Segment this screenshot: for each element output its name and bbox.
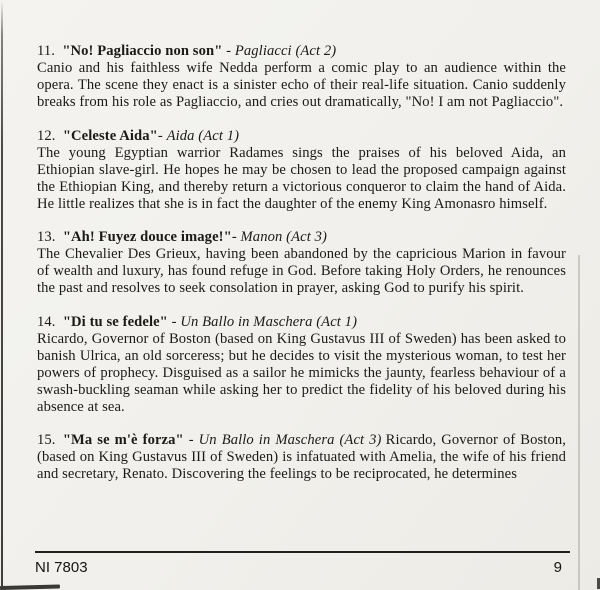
scan-edge-left	[1, 0, 3, 590]
entry-description-inline: Ricardo, Governor of Boston, (based on King Gustavus III of Sweden) is infatuated with Amelia, the wife of his friend and secretary, Renato. Discovering the feelings to be reciprocated, he determines	[37, 432, 566, 482]
entry-description: The Chevalier Des Grieux, having been abandoned by the capricious Marion in favour of wealth and luxury, has found refuge in God. Before taking Holy Orders, he renounces the past and resolves to seek consolation in prayer, asking God to purify his spirit.	[37, 246, 566, 296]
entry-description: Canio and his faithless wife Nedda perform a comic play to an audience within the opera. The scene they enact is a sinister echo of their real-life situation. Canio suddenly breaks from his role as Pagliaccio, and cries out dramatically, "No! I am not Pagliaccio".	[37, 60, 566, 110]
entry-separator: -	[157, 127, 167, 144]
footer-rule	[35, 551, 570, 553]
entry-separator: -	[183, 432, 199, 448]
scan-edge-right	[578, 255, 580, 590]
entry-heading	[37, 314, 566, 331]
liner-notes	[37, 43, 566, 483]
footer-row	[35, 559, 570, 576]
entry-separator: -	[222, 43, 235, 59]
entry-heading	[37, 128, 566, 145]
aria-entry	[37, 432, 566, 483]
entry-opera: Un Ballo in Maschera (Act 3)	[198, 432, 382, 448]
entry-number: 12.	[37, 127, 56, 144]
entry-number: 14.	[37, 313, 56, 330]
entry-title: "Ah! Fuyez douce image!"	[62, 229, 232, 245]
entry-title: "Di tu se fedele"	[62, 313, 168, 330]
catalog-number: NI 7803	[35, 559, 88, 576]
aria-entry	[37, 128, 566, 213]
entry-opera: Aida (Act 1)	[166, 127, 240, 144]
entry-number: 11.	[37, 43, 56, 59]
scan-shadow-bottom-left	[0, 584, 60, 590]
entry-title: "Ma se m'è forza"	[62, 432, 184, 448]
entry-description: The young Egyptian warrior Radames sings the praises of his beloved Aida, an Ethiopian slave-girl. He hopes he may be chosen to lead the proposed campaign against the Ethiopian King, and thereby return a victorious conqueror to claim the hand of Aida. He little realizes that she is in fact the daughter of the enemy King Amonasro himself.	[37, 144, 566, 212]
entry-number: 15.	[37, 432, 56, 448]
entry-opera: Un Ballo in Maschera (Act 1)	[180, 313, 358, 330]
entry-heading	[37, 43, 566, 60]
aria-entry	[37, 229, 566, 297]
page-number: 9	[553, 559, 562, 576]
entry-heading	[37, 432, 566, 483]
entry-heading	[37, 229, 566, 246]
entry-opera: Pagliacci (Act 2)	[234, 43, 337, 59]
aria-entry	[37, 314, 566, 416]
entry-separator: -	[167, 313, 181, 330]
entry-description: Ricardo, Governor of Boston (based on King Gustavus III of Sweden) has been asked to banish Ulrica, an old sorceress; but he decides to visit the mysterious woman, to test her powers of prophecy. Disguised as a sailor he mimicks the jaunty, fearless behaviour of a swash-buckling seaman while asking her to predict the fidelity of his beloved during his absence at sea.	[37, 330, 566, 415]
page-footer	[35, 551, 570, 576]
entry-opera: Manon (Act 3)	[240, 229, 327, 245]
entry-number: 13.	[37, 229, 56, 245]
entry-title: "Celeste Aida"	[62, 127, 158, 144]
entry-title: "No! Pagliaccio non son"	[62, 43, 223, 59]
entry-separator: -	[231, 229, 241, 245]
aria-entry	[37, 43, 566, 111]
